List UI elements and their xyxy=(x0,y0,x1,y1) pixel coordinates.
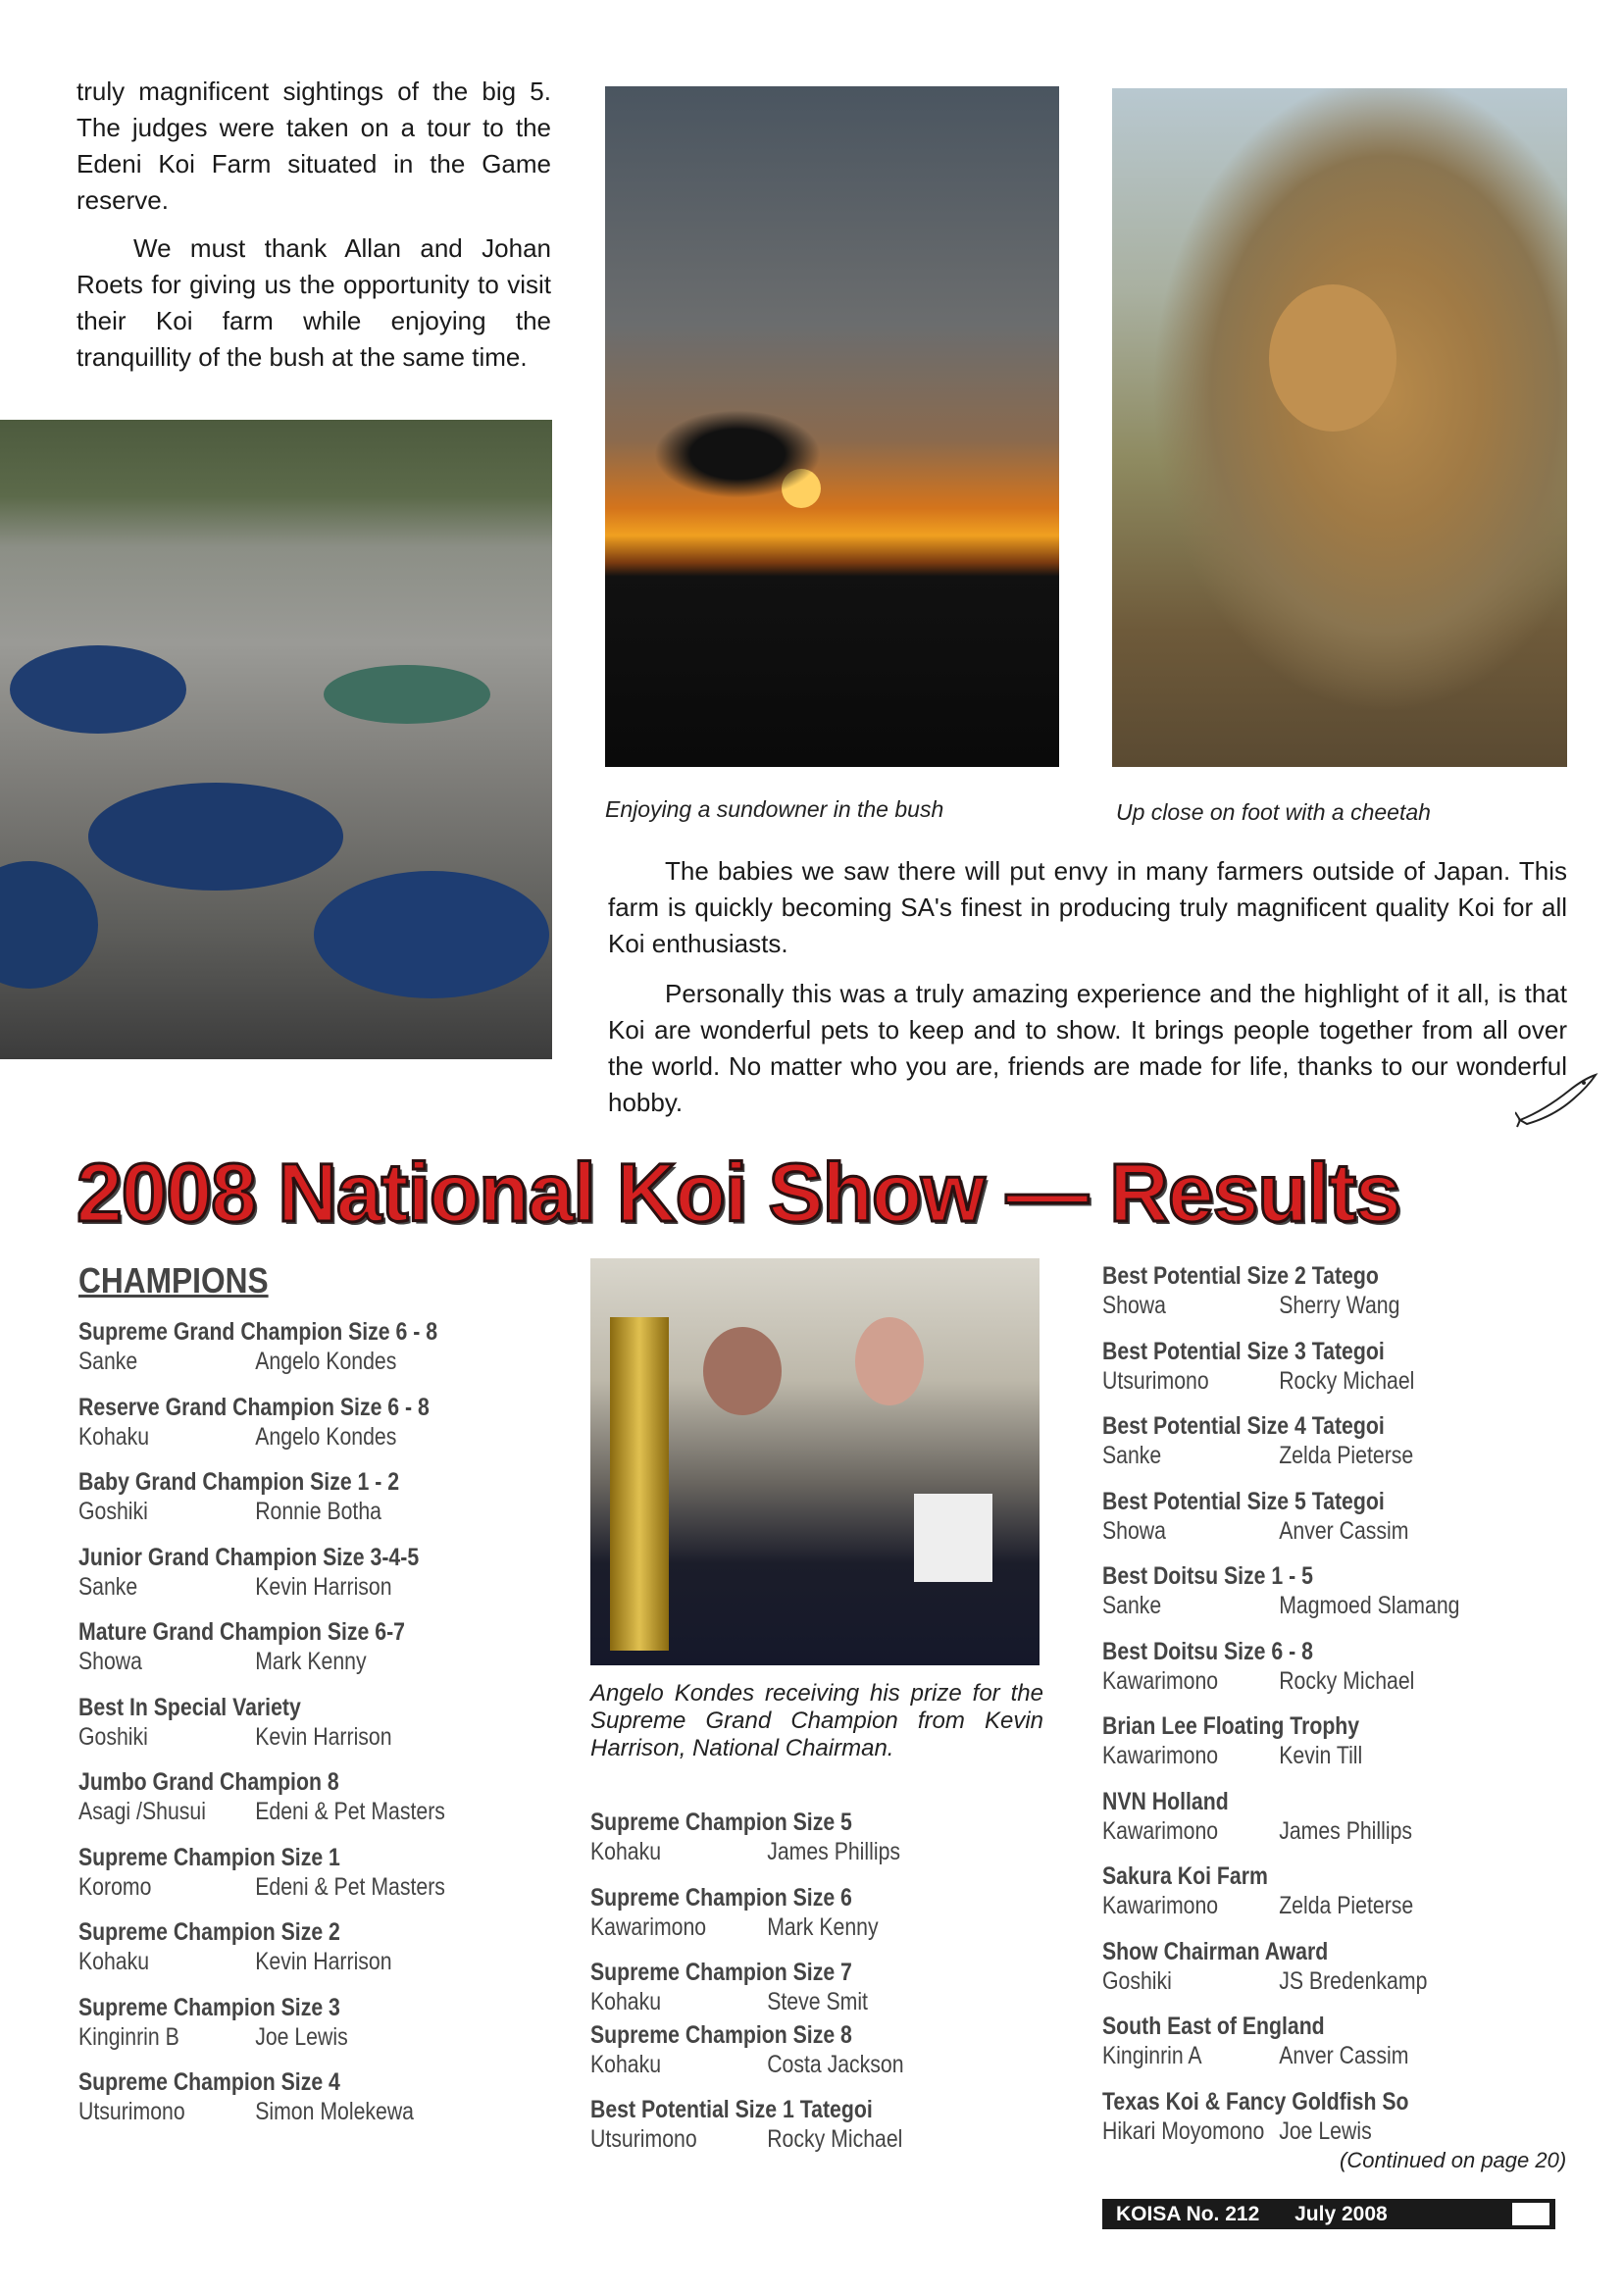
koi-variety: Goshiki xyxy=(1102,1966,1172,1995)
winner-name: Mark Kenny xyxy=(767,1912,879,1941)
results-title: 2008 National Koi Show — Results xyxy=(76,1147,1400,1239)
award-title: Best In Special Variety xyxy=(78,1693,301,1721)
award-title: Mature Grand Champion Size 6-7 xyxy=(78,1618,405,1646)
continued-note: (Continued on page 20) xyxy=(1340,2148,1567,2172)
article-paragraph: Personally this was a truly amazing experience and the highlight of it all, is that Koi are wonderful pets to keep and to show. It brings people together from all over the world. No matter who you are, friends are made for life, thanks to our wonderful hobby. xyxy=(608,979,1567,1117)
winner-name: Angelo Kondes xyxy=(255,1422,397,1451)
result-entry xyxy=(78,1917,588,1993)
koi-variety: Sanke xyxy=(1102,1592,1162,1619)
koi-variety: Kohaku xyxy=(78,1948,150,1975)
award-title: South East of England xyxy=(1102,2013,1325,2040)
results-column-2 xyxy=(590,1808,1100,2170)
trophy-presentation-photo xyxy=(590,1258,1040,1665)
result-entry xyxy=(78,1617,588,1693)
koi-variety: Sanke xyxy=(1102,1442,1162,1469)
cheetah-caption: Up close on foot with a cheetah xyxy=(1116,799,1431,825)
award-title: Best Potential Size 3 Tategoi xyxy=(1102,1337,1385,1365)
award-title: Best Doitsu Size 1 - 5 xyxy=(1102,1562,1313,1590)
award-title: Best Potential Size 1 Tategoi xyxy=(590,2096,873,2123)
award-title: Supreme Champion Size 6 xyxy=(590,1883,852,1912)
sunset-caption: Enjoying a sundowner in the bush xyxy=(605,796,944,822)
result-entry xyxy=(1102,1411,1612,1487)
koi-variety: Kohaku xyxy=(590,2050,662,2078)
koi-variety: Kawarimono xyxy=(1102,1892,1219,1919)
winner-name: Edeni & Pet Masters xyxy=(255,1872,445,1901)
koi-variety: Kawarimono xyxy=(1102,1742,1219,1769)
koi-variety: Kohaku xyxy=(78,1422,150,1451)
koi-variety: Sanke xyxy=(78,1572,138,1601)
award-title: Texas Koi & Fancy Goldfish So xyxy=(1102,2087,1409,2116)
result-entry xyxy=(78,1543,588,1618)
winner-name: James Phillips xyxy=(767,1838,901,1865)
award-title: Best Potential Size 5 Tategoi xyxy=(1102,1487,1385,1515)
award-title: Supreme Champion Size 2 xyxy=(78,1918,340,1946)
sunset-photo xyxy=(605,86,1059,767)
koi-variety: Showa xyxy=(78,1648,142,1675)
page-number-box xyxy=(1512,2203,1549,2225)
winner-name: JS Bredenkamp xyxy=(1279,1966,1428,1995)
award-title: Best Doitsu Size 6 - 8 xyxy=(1102,1637,1313,1665)
winner-name: Edeni & Pet Masters xyxy=(255,1798,445,1825)
winner-name: Anver Cassim xyxy=(1279,1516,1409,1545)
koi-variety: Utsurimono xyxy=(590,2125,697,2153)
article-paragraph: The babies we saw there will put envy in many farmers outside of Japan. This farm is quickly becoming SA's finest in producing truly magnificent quality Koi for all Koi enthusiasts. xyxy=(608,856,1567,958)
winner-name: Kevin Harrison xyxy=(255,1948,392,1975)
award-title: Supreme Champion Size 5 xyxy=(590,1809,852,1836)
koi-variety: Showa xyxy=(1102,1516,1166,1545)
winner-name: Zelda Pieterse xyxy=(1279,1442,1414,1469)
award-title: Supreme Grand Champion Size 6 - 8 xyxy=(78,1318,438,1346)
winner-name: James Phillips xyxy=(1279,1816,1413,1845)
winner-name: Mark Kenny xyxy=(255,1648,367,1675)
intro-paragraph: We must thank Allan and Johan Roets for giving us the opportunity to visit their Koi farm while enjoying the tranquillity of the bush at the same time. xyxy=(76,233,551,372)
winner-name: Kevin Harrison xyxy=(255,1572,392,1601)
issue-date: July 2008 xyxy=(1294,2203,1388,2225)
award-title: Show Chairman Award xyxy=(1102,1937,1329,1965)
intro-text xyxy=(76,74,551,387)
winner-name: Anver Cassim xyxy=(1279,2042,1409,2069)
koi-variety: Kohaku xyxy=(590,1988,662,2015)
koi-variety: Kawarimono xyxy=(590,1912,707,1941)
award-title: Best Potential Size 4 Tategoi xyxy=(1102,1412,1385,1440)
koi-variety: Kohaku xyxy=(590,1838,662,1865)
koi-show-market-photo xyxy=(0,420,552,1059)
award-title: NVN Holland xyxy=(1102,1787,1229,1815)
footer-bar xyxy=(1102,2199,1555,2229)
koi-variety: Kawarimono xyxy=(1102,1666,1219,1695)
result-entry xyxy=(78,1993,588,2068)
result-entry xyxy=(78,1843,588,1918)
champions-heading: CHAMPIONS xyxy=(78,1260,269,1300)
award-title: Sakura Koi Farm xyxy=(1102,1862,1268,1890)
koi-variety: Goshiki xyxy=(78,1498,148,1525)
result-entry xyxy=(590,2095,1100,2170)
winner-name: Rocky Michael xyxy=(1279,1666,1415,1695)
cheetah-photo xyxy=(1112,88,1567,767)
winner-name: Sherry Wang xyxy=(1279,1292,1400,1319)
award-title: Brian Lee Floating Trophy xyxy=(1102,1712,1360,1740)
koi-variety: Koromo xyxy=(78,1872,152,1901)
koi-variety: Utsurimono xyxy=(1102,1366,1209,1395)
award-title: Best Potential Size 2 Tatego xyxy=(1102,1262,1379,1290)
result-entry xyxy=(1102,1711,1612,1787)
result-entry xyxy=(1102,1261,1612,1337)
winner-name: Joe Lewis xyxy=(1279,2116,1372,2145)
result-entry xyxy=(78,2067,588,2143)
award-title: Supreme Champion Size 4 xyxy=(78,2068,340,2096)
award-title: Supreme Champion Size 8 xyxy=(590,2020,852,2049)
result-entry xyxy=(1102,2012,1612,2087)
winner-name: Simon Molekewa xyxy=(255,2098,415,2125)
results-column-1 xyxy=(78,1317,588,2143)
winner-name: Angelo Kondes xyxy=(255,1348,397,1375)
result-entry xyxy=(1102,1337,1612,1412)
result-entry xyxy=(1102,1787,1612,1862)
result-entry xyxy=(590,1808,1100,1883)
koi-variety: Kinginrin B xyxy=(78,2022,179,2051)
result-entry xyxy=(1102,1561,1612,1637)
winner-name: Ronnie Botha xyxy=(255,1498,381,1525)
koi-variety: Kawarimono xyxy=(1102,1816,1219,1845)
result-entry xyxy=(1102,1637,1612,1712)
winner-name: Rocky Michael xyxy=(767,2125,903,2153)
koi-variety: Goshiki xyxy=(78,1722,148,1751)
koi-variety: Utsurimono xyxy=(78,2098,185,2125)
koi-variety: Asagi /Shusui xyxy=(78,1798,206,1825)
award-title: Supreme Champion Size 7 xyxy=(590,1959,852,1986)
result-entry xyxy=(78,1467,588,1543)
result-entry xyxy=(78,1393,588,1468)
result-entry xyxy=(1102,1487,1612,1562)
winner-name: Kevin Harrison xyxy=(255,1722,392,1751)
winner-name: Rocky Michael xyxy=(1279,1366,1415,1395)
result-entry xyxy=(1102,1861,1612,1937)
result-entry xyxy=(590,1883,1100,1959)
koi-variety: Showa xyxy=(1102,1292,1166,1319)
intro-paragraph: truly magnificent sightings of the big 5. The judges were taken on a tour to the Edeni Koi Farm situated in the Game reserve. xyxy=(76,76,551,215)
award-title: Supreme Champion Size 3 xyxy=(78,1993,340,2021)
trophy-caption: Angelo Kondes receiving his prize for the Supreme Grand Champion from Kevin Harrison, National Chairman. xyxy=(590,1680,1043,1761)
article-text xyxy=(608,853,1567,1133)
koi-fish-icon xyxy=(1515,1071,1599,1128)
koi-variety: Hikari Moyomono xyxy=(1102,2116,1265,2145)
award-title: Jumbo Grand Champion 8 xyxy=(78,1768,339,1796)
award-title: Reserve Grand Champion Size 6 - 8 xyxy=(78,1393,430,1421)
winner-name: Steve Smit xyxy=(767,1988,868,2015)
winner-name: Costa Jackson xyxy=(767,2050,904,2078)
result-entry xyxy=(78,1317,588,1393)
award-title: Baby Grand Champion Size 1 - 2 xyxy=(78,1468,400,1496)
result-entry xyxy=(1102,1937,1612,2013)
koi-variety: Kinginrin A xyxy=(1102,2042,1202,2069)
winner-name: Kevin Till xyxy=(1279,1742,1363,1769)
result-entry xyxy=(78,1693,588,1768)
result-entry xyxy=(590,2020,1100,2096)
results-column-3 xyxy=(1102,1261,1612,2162)
award-title: Supreme Champion Size 1 xyxy=(78,1843,340,1871)
award-title: Junior Grand Champion Size 3-4-5 xyxy=(78,1543,420,1571)
winner-name: Zelda Pieterse xyxy=(1279,1892,1414,1919)
issue-number: KOISA No. 212 xyxy=(1116,2203,1260,2225)
winner-name: Magmoed Slamang xyxy=(1279,1592,1460,1619)
winner-name: Joe Lewis xyxy=(255,2022,348,2051)
koi-variety: Sanke xyxy=(78,1348,138,1375)
result-entry xyxy=(78,1767,588,1843)
